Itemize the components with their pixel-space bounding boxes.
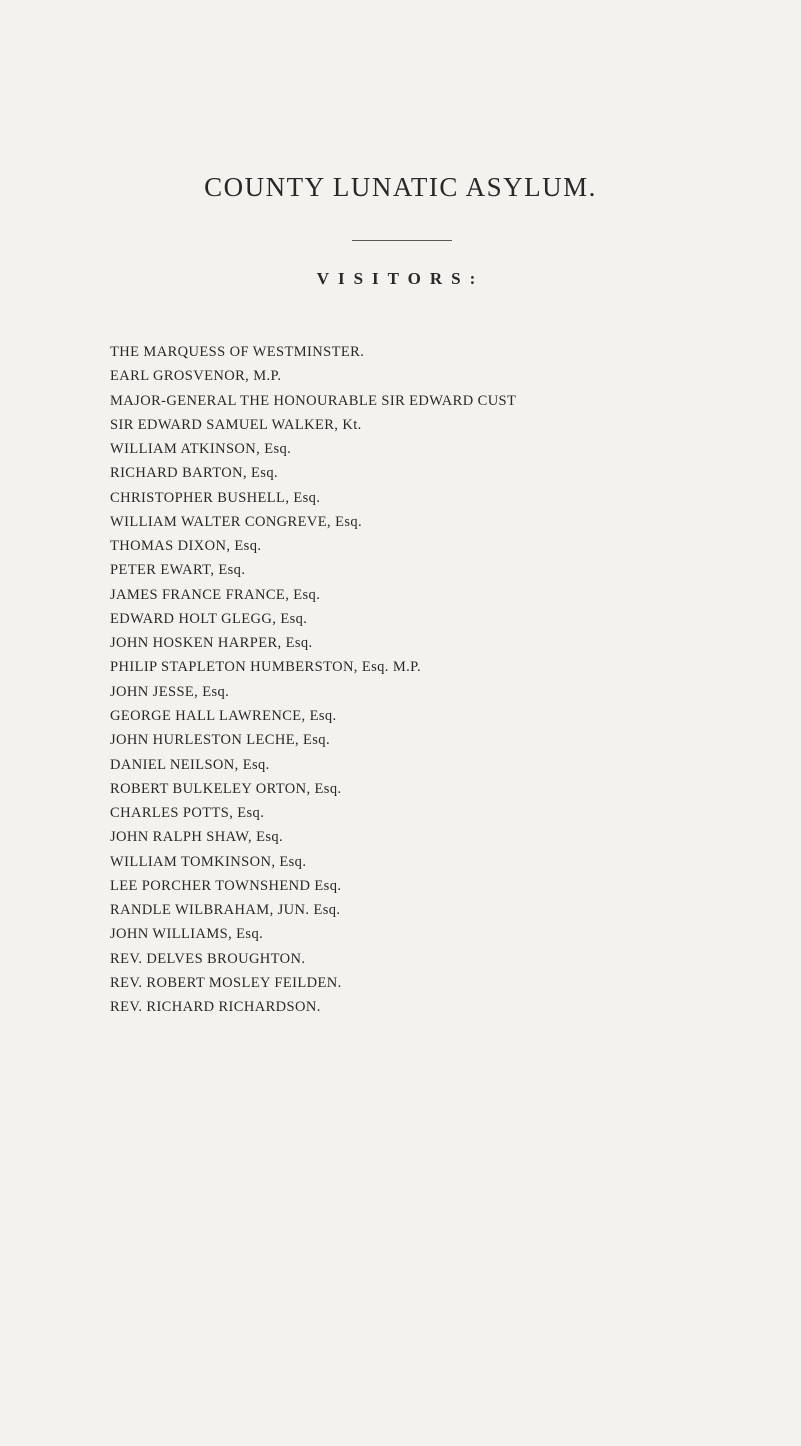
visitor-entry: GEORGE HALL LAWRENCE, Esq. (110, 707, 337, 724)
visitor-entry: JOHN WILLIAMS, Esq. (110, 926, 264, 943)
visitor-entry: THE MARQUESS OF WESTMINSTER. (110, 344, 365, 360)
visitor-entry: WILLIAM WALTER CONGREVE, Esq. (110, 513, 363, 530)
visitor-entry: RICHARD BARTON, Esq. (110, 465, 278, 482)
visitor-entry: PHILIP STAPLETON HUMBERSTON, Esq. M.P. (110, 659, 422, 676)
visitor-entry: JAMES FRANCE FRANCE, Esq. (110, 586, 321, 603)
visitor-entry: ROBERT BULKELEY ORTON, Esq. (110, 780, 342, 797)
visitor-entry: WILLIAM TOMKINSON, Esq. (110, 853, 307, 870)
visitor-entry: EDWARD HOLT GLEGG, Esq. (110, 610, 308, 627)
visitor-entry: MAJOR-GENERAL THE HONOURABLE SIR EDWARD CUST (110, 392, 517, 409)
title-divider (352, 240, 452, 241)
visitor-entry: PETER EWART, Esq. (110, 562, 246, 579)
visitor-entry: REV. DELVES BROUGHTON. (110, 950, 306, 967)
visitor-entry: DANIEL NEILSON, Esq. (110, 756, 270, 773)
visitor-entry: CHARLES POTTS, Esq. (110, 805, 265, 822)
page-title: COUNTY LUNATIC ASYLUM. (204, 172, 597, 202)
visitor-entry: JOHN HOSKEN HARPER, Esq. (110, 635, 313, 652)
visitor-entry: REV. RICHARD RICHARDSON. (110, 999, 321, 1016)
visitor-entry: WILLIAM ATKINSON, Esq. (110, 441, 292, 458)
visitor-entry: SIR EDWARD SAMUEL WALKER, Kt. (110, 416, 362, 433)
visitor-entry: THOMAS DIXON, Esq. (110, 538, 262, 555)
section-heading-visitors: VISITORS: (316, 269, 485, 288)
visitor-entry: CHRISTOPHER BUSHELL, Esq. (110, 489, 321, 506)
visitor-entry: JOHN JESSE, Esq. (110, 683, 230, 700)
visitor-entry: JOHN HURLESTON LECHE, Esq. (110, 732, 330, 749)
visitor-entry: EARL GROSVENOR, M.P. (110, 368, 282, 385)
visitors-list (110, 340, 800, 1019)
visitor-entry: REV. ROBERT MOSLEY FEILDEN. (110, 974, 342, 991)
visitor-entry: RANDLE WILBRAHAM, JUN. Esq. (110, 902, 341, 919)
visitor-entry: LEE PORCHER TOWNSHEND Esq. (110, 877, 342, 894)
visitor-entry: JOHN RALPH SHAW, Esq. (110, 829, 284, 846)
